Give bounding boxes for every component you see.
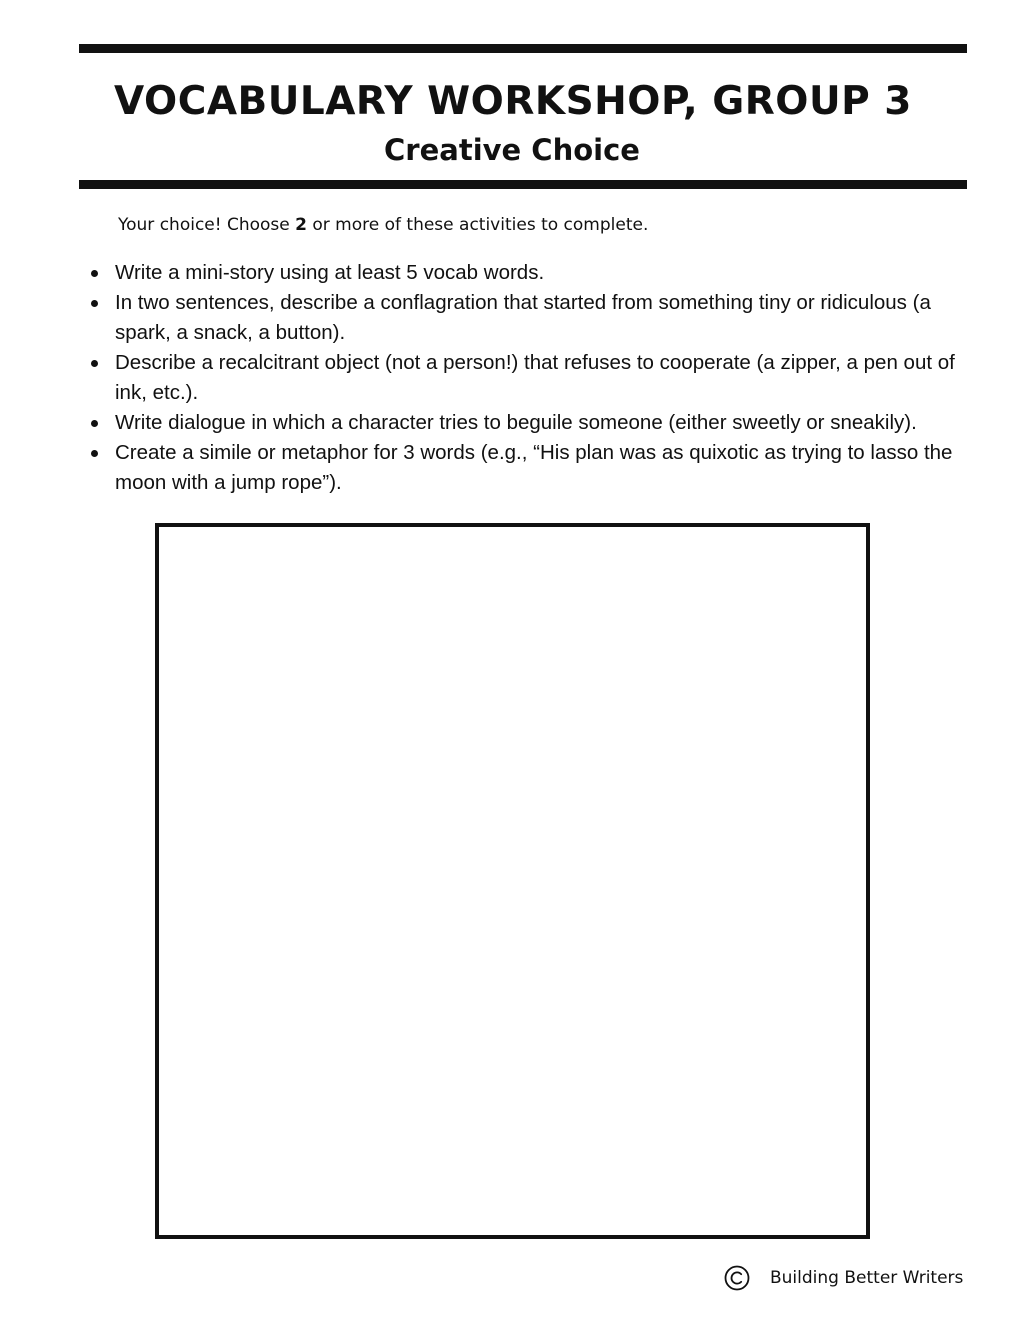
instructions-number: 2 [295,215,307,235]
page-title: VOCABULARY WORKSHOP, GROUP 3 [114,79,912,124]
header-top-rule [79,44,967,53]
bullet-icon [91,300,98,307]
activity-text: In two sentences, describe a conflagration that started from something tiny or ridiculous (a spark, a snack, a button). [115,291,931,344]
activity-item [80,408,980,438]
activity-text: Write a mini-story using at least 5 vocab words. [115,261,545,284]
bullet-icon [91,450,98,457]
activity-item [80,258,980,288]
activity-text: Write dialogue in which a character tries to beguile someone (either sweetly or sneakily). [115,411,917,434]
answer-box[interactable] [155,523,870,1239]
footer-credit-text: Building Better Writers [770,1268,964,1288]
activity-list [80,258,980,498]
instructions-before: Your choice! Choose [118,215,296,235]
activity-item [80,348,980,408]
header-bottom-rule [79,180,967,189]
bullet-icon [91,420,98,427]
activity-text: Create a simile or metaphor for 3 words (e.g., “His plan was as quixotic as trying to lasso the moon with a jump rope”). [115,441,953,494]
copyright-icon [724,1265,750,1291]
instructions-text [118,212,648,238]
instructions-after: or more of these activities to complete. [306,215,649,235]
bullet-icon [91,270,98,277]
activity-item [80,438,980,498]
page-subtitle: Creative Choice [384,133,640,167]
activity-item [80,288,980,348]
activity-text: Describe a recalcitrant object (not a person!) that refuses to cooperate (a zipper, a pen out of ink, etc.). [115,351,955,404]
bullet-icon [91,360,98,367]
footer-credit [724,1264,963,1292]
